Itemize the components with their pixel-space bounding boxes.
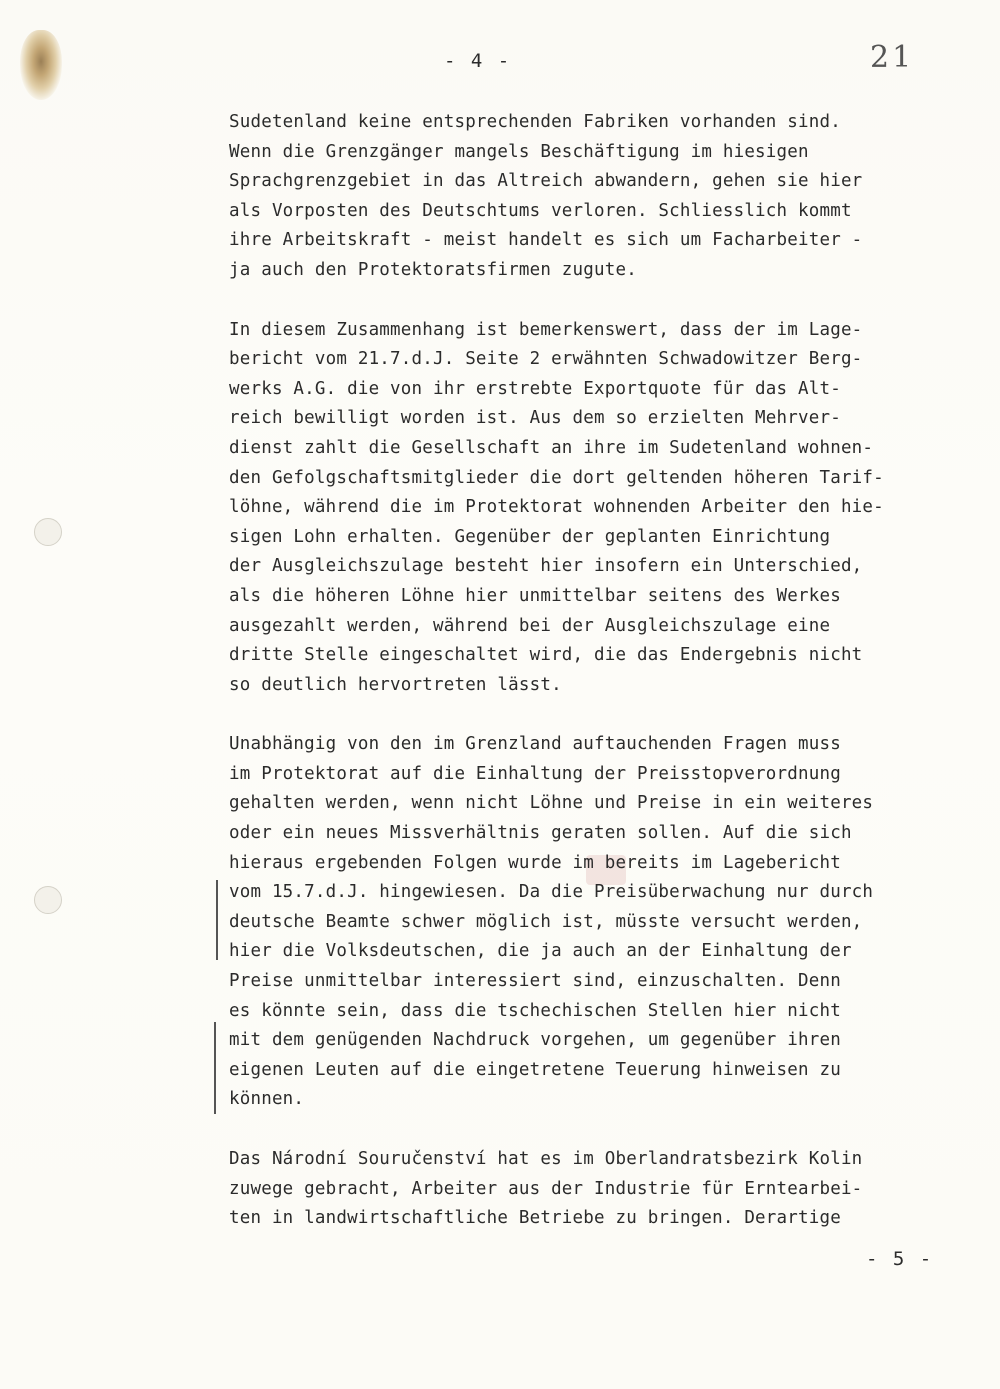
text-line: können. xyxy=(229,1089,305,1110)
punch-hole xyxy=(34,518,62,546)
text-line: oder ein neues Missverhältnis geraten sollen. Auf die sich xyxy=(229,823,852,844)
paragraph xyxy=(229,108,969,286)
paragraph xyxy=(229,730,969,1115)
text-line: dienst zahlt die Gesellschaft an ihre im Sudetenland wohnen- xyxy=(229,437,874,458)
text-line: vom 15.7.d.J. hingewiesen. Da die Preisüberwachung nur durch xyxy=(229,882,874,903)
text-line: löhne, während die im Protektorat wohnenden Arbeiter den hie- xyxy=(229,497,884,518)
catchword: - 5 - xyxy=(866,1248,934,1270)
margin-mark xyxy=(214,1022,216,1114)
page-number: - 4 - xyxy=(444,50,512,72)
folio-number: 21 xyxy=(870,40,915,75)
text-line: werks A.G. die von ihr erstrebte Exportquote für das Alt- xyxy=(229,378,841,399)
text-line: Preise unmittelbar interessiert sind, einzuschalten. Denn xyxy=(229,971,841,992)
text-line: als Vorposten des Deutschtums verloren. Schliesslich kommt xyxy=(229,200,852,221)
text-line: eigenen Leuten auf die eingetretene Teuerung hinweisen zu xyxy=(229,1059,841,1080)
text-line: gehalten werden, wenn nicht Löhne und Preise in ein weiteres xyxy=(229,793,874,814)
text-line: Unabhängig von den im Grenzland auftauchenden Fragen muss xyxy=(229,734,841,755)
punch-hole xyxy=(34,886,62,914)
text-line: Sprachgrenzgebiet in das Altreich abwandern, gehen sie hier xyxy=(229,171,863,192)
text-line: dritte Stelle eingeschaltet wird, die das Endergebnis nicht xyxy=(229,645,863,666)
margin-mark xyxy=(216,880,218,960)
text-line: In diesem Zusammenhang ist bemerkenswert, dass der im Lage- xyxy=(229,319,863,340)
text-line: mit dem genügenden Nachdruck vorgehen, um gegenüber ihren xyxy=(229,1030,841,1051)
text-line: Sudetenland keine entsprechenden Fabriken vorhanden sind. xyxy=(229,112,841,132)
paragraph xyxy=(229,316,969,701)
text-line: Das Národní Souručenství hat es im Oberlandratsbezirk Kolin xyxy=(229,1149,863,1169)
text-line: Wenn die Grenzgänger mangels Beschäftigung im hiesigen xyxy=(229,141,809,162)
text-line: so deutlich hervortreten lässt. xyxy=(229,674,562,695)
text-line: den Gefolgschaftsmitglieder die dort geltenden höheren Tarif- xyxy=(229,467,884,488)
body-text xyxy=(229,108,969,1264)
text-line: ihre Arbeitskraft - meist handelt es sich um Facharbeiter - xyxy=(229,230,863,251)
paragraph xyxy=(229,1145,969,1234)
text-line: ten in landwirtschaftliche Betriebe zu bringen. Derartige xyxy=(229,1208,841,1229)
text-line: sigen Lohn erhalten. Gegenüber der geplanten Einrichtung xyxy=(229,526,831,547)
text-line: ausgezahlt werden, während bei der Ausgleichszulage eine xyxy=(229,615,831,636)
text-line: zuwege gebracht, Arbeiter aus der Industrie für Erntearbei- xyxy=(229,1178,863,1199)
rust-stain xyxy=(20,30,62,100)
text-line: der Ausgleichszulage besteht hier insofern ein Unterschied, xyxy=(229,556,863,577)
text-line: als die höheren Löhne hier unmittelbar seitens des Werkes xyxy=(229,585,841,606)
text-line: hieraus ergebenden Folgen wurde im bereits im Lagebericht xyxy=(229,852,841,873)
text-line: hier die Volksdeutschen, die ja auch an der Einhaltung der xyxy=(229,941,852,962)
text-line: reich bewilligt worden ist. Aus dem so erzielten Mehrver- xyxy=(229,408,841,429)
text-line: ja auch den Protektoratsfirmen zugute. xyxy=(229,259,637,280)
text-line: bericht vom 21.7.d.J. Seite 2 erwähnten Schwadowitzer Berg- xyxy=(229,349,863,370)
text-line: deutsche Beamte schwer möglich ist, müsste versucht werden, xyxy=(229,911,863,932)
text-line: es könnte sein, dass die tschechischen Stellen hier nicht xyxy=(229,1000,841,1021)
text-line: im Protektorat auf die Einhaltung der Preisstopverordnung xyxy=(229,763,841,784)
